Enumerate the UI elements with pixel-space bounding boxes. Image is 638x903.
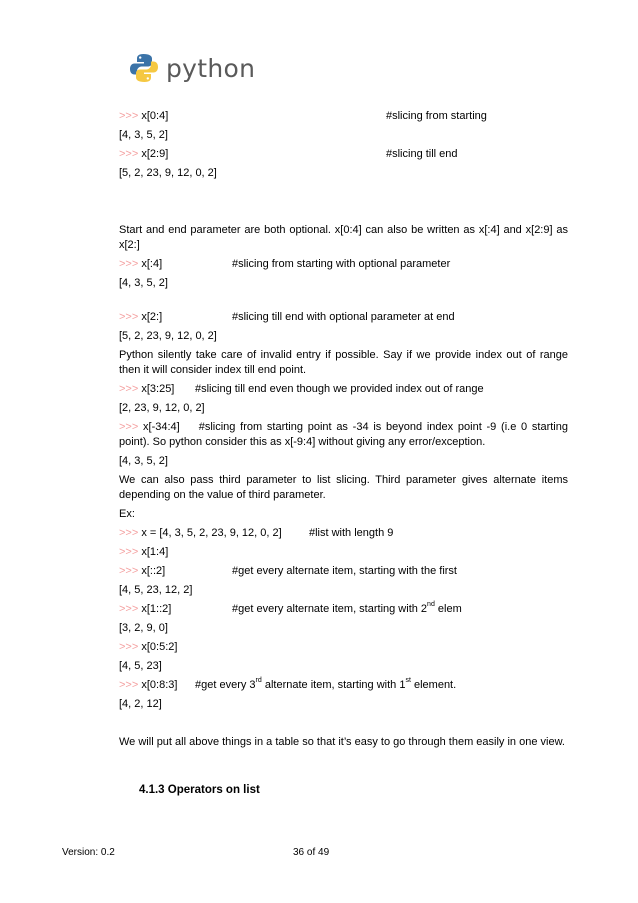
output-line: [4, 5, 23, 12, 2] [119, 584, 193, 596]
comment: #slicing from starting point as -34 is beyond index point -9 (i.e 0 starting point). So python consider this as x[-9:4] without giving any error/exception. [119, 421, 568, 448]
comment: #get every alternate item, starting with the first [232, 565, 457, 577]
prompt: >>> [119, 258, 139, 270]
label: Ex: [119, 508, 135, 520]
output-line: [4, 3, 5, 2] [119, 277, 168, 289]
code: x[3:25] [141, 383, 175, 395]
code-line [119, 109, 568, 124]
footer-version: Version: 0.2 [62, 847, 115, 858]
python-snake-icon [128, 52, 160, 84]
comment [195, 678, 456, 693]
output-line: [4, 2, 12] [119, 698, 162, 710]
code-line [119, 420, 568, 450]
section-heading: 4.1.3 Operators on list [139, 784, 260, 796]
footer-page-number: 36 of 49 [293, 847, 330, 858]
prompt: >>> [119, 546, 139, 558]
superscript: rd [255, 677, 262, 685]
output-line: [5, 2, 23, 9, 12, 0, 2] [119, 167, 217, 179]
code: x[:4] [141, 258, 163, 270]
code: x[1::2] [141, 603, 172, 615]
prompt: >>> [119, 565, 139, 577]
code-line [119, 147, 568, 162]
code: x[0:5:2] [141, 641, 178, 653]
code: x[-34:4] [143, 421, 180, 433]
code: x[::2] [141, 565, 166, 577]
code-line [119, 678, 568, 693]
code-line [119, 526, 568, 541]
comment-part: alternate item, starting with 1 [261, 679, 406, 691]
python-logo [128, 52, 255, 84]
comment [232, 602, 462, 617]
code-line [119, 602, 568, 617]
comment: #slicing till end [386, 148, 458, 160]
code-line [119, 564, 568, 579]
code-line [119, 382, 568, 397]
prompt: >>> [119, 421, 139, 433]
prompt: >>> [119, 679, 139, 691]
superscript: nd [427, 601, 435, 609]
code: x[1:4] [141, 546, 169, 558]
output-line: [4, 5, 23] [119, 660, 162, 672]
logo-text: python [166, 53, 256, 83]
output-line: [4, 3, 5, 2] [119, 455, 168, 467]
comment: #slicing till end even though we provided index out of range [195, 383, 484, 395]
comment: #list with length 9 [309, 527, 394, 539]
prompt: >>> [119, 110, 139, 122]
prompt: >>> [119, 641, 139, 653]
code: x = [4, 3, 5, 2, 23, 9, 12, 0, 2] [141, 527, 282, 539]
comment-part: #get every 3 [195, 679, 256, 691]
output-line: [4, 3, 5, 2] [119, 129, 168, 141]
code-line [119, 545, 568, 560]
paragraph: Start and end parameter are both optional. x[0:4] can also be written as x[:4] and x[2:9] as x[2:] [119, 224, 568, 251]
comment-part: elem [434, 603, 462, 615]
paragraph: We will put all above things in a table so that it’s easy to go through them easily in one view. [119, 736, 565, 748]
code-line [119, 257, 568, 272]
prompt: >>> [119, 383, 139, 395]
output-line: [3, 2, 9, 0] [119, 622, 168, 634]
code-line [119, 640, 568, 655]
document-body [119, 109, 568, 754]
comment: #slicing from starting with optional parameter [232, 258, 451, 270]
comment-part: element. [410, 679, 457, 691]
paragraph: We can also pass third parameter to list slicing. Third parameter gives alternate items depending on the value of third parameter. [119, 474, 568, 501]
comment-part: #get every alternate item, starting with 2 [232, 603, 428, 615]
prompt: >>> [119, 148, 139, 160]
code: x[2:] [141, 311, 163, 323]
code: x[0:8:3] [141, 679, 178, 691]
output-line: [2, 23, 9, 12, 0, 2] [119, 402, 205, 414]
prompt: >>> [119, 603, 139, 615]
prompt: >>> [119, 527, 139, 539]
comment: #slicing till end with optional parameter at end [232, 311, 455, 323]
comment: #slicing from starting [386, 110, 487, 122]
superscript: st [405, 677, 411, 685]
prompt: >>> [119, 311, 139, 323]
code-line [119, 310, 568, 325]
code: x[0:4] [141, 110, 169, 122]
paragraph: Python silently take care of invalid entry if possible. Say if we provide index out of range then it will consider index till end point. [119, 349, 568, 376]
output-line: [5, 2, 23, 9, 12, 0, 2] [119, 330, 217, 342]
code: x[2:9] [141, 148, 169, 160]
